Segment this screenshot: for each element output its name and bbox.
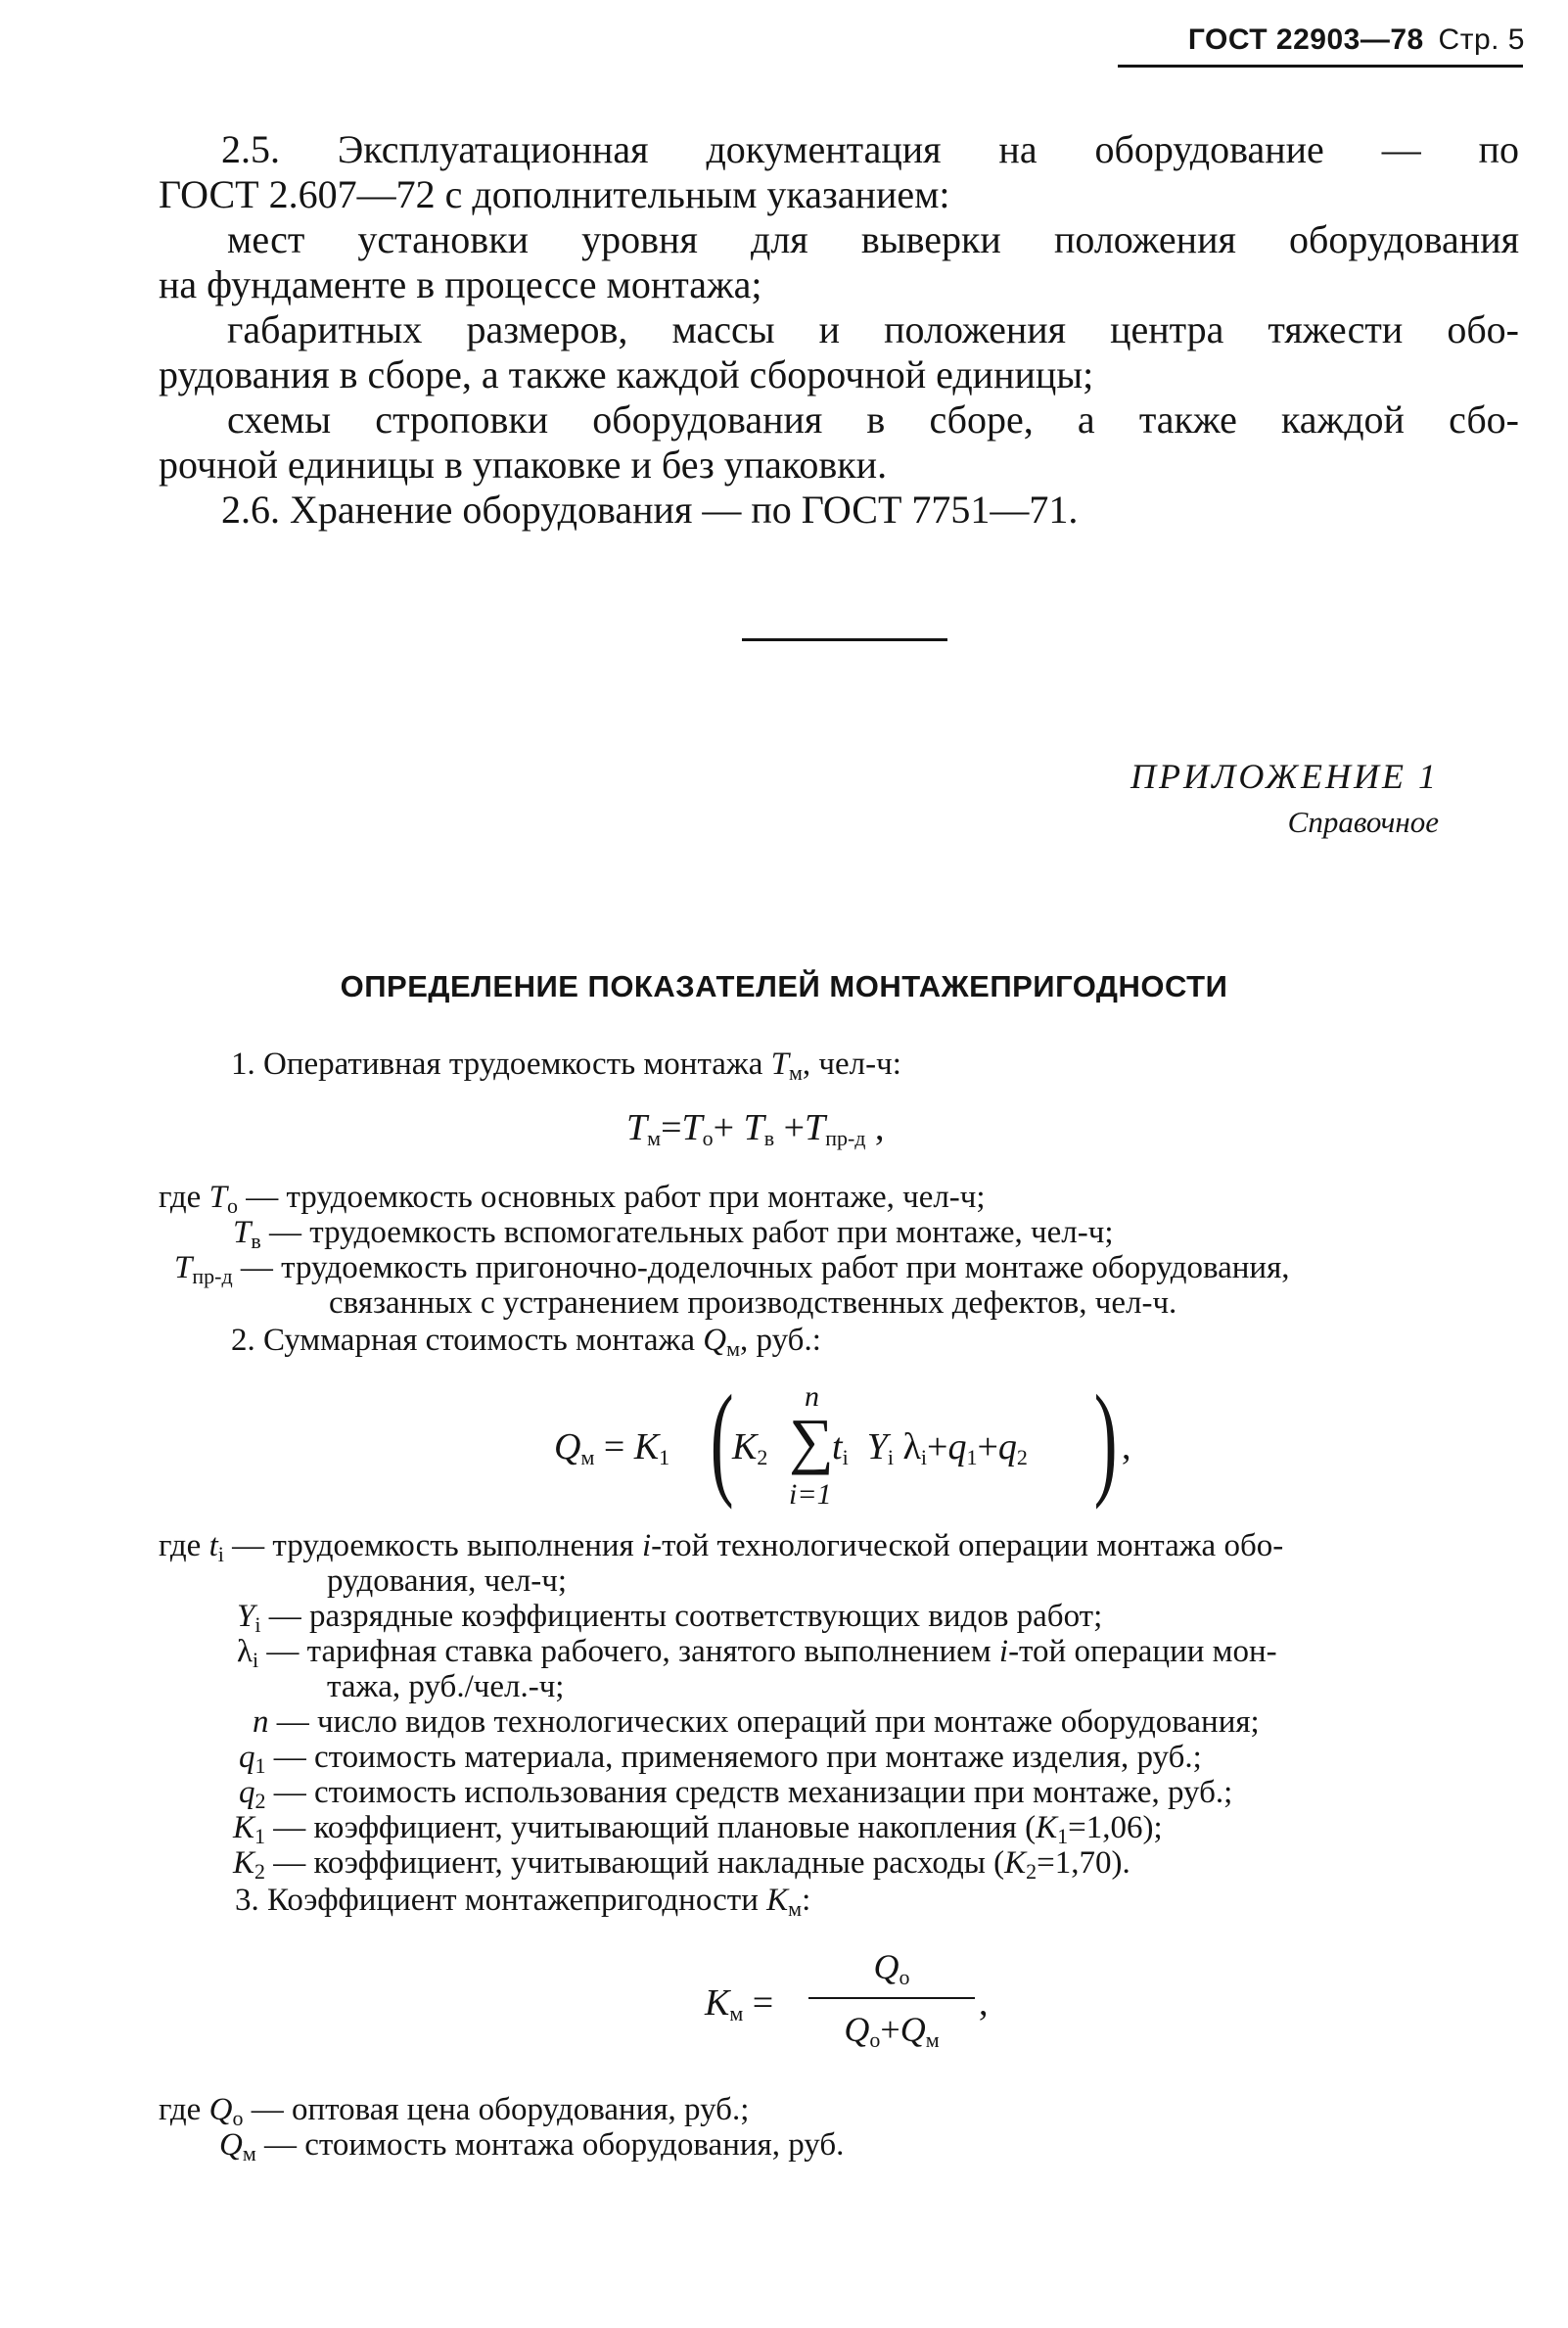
formula-cost-lhs: $Q_м = K_1$ [554, 1426, 670, 1469]
section-line: мест установки уровня для выверки положения оборудования [227, 217, 1519, 261]
section-line: рудования в сборе, а также каждой сборочной единицы; [159, 352, 1094, 396]
section-line: 2.5. Эксплуатационная документация на оборудование — по [221, 127, 1519, 171]
appendix-title: ПРИЛОЖЕНИЕ 1 [1130, 757, 1439, 796]
section-line: на фундаменте в процессе монтажа; [159, 262, 762, 306]
definition-row: где $Q_о$ — оптовая цена оборудования, руб.; [159, 2092, 750, 2130]
formula-cost-end: , [1122, 1426, 1131, 1467]
definition-continuation: тажа, руб./чел.-ч; [327, 1669, 565, 1704]
definition-continuation: связанных с устранением производственных дефектов, чел-ч. [329, 1285, 1177, 1321]
page-number: Стр. 5 [1438, 23, 1525, 56]
page-header [1188, 23, 1525, 57]
fraction-denominator: $Q_о+Q_м$ [844, 2010, 940, 2052]
definition-row: n — число видов технологических операций при монтаже оборудования; [253, 1704, 1260, 1740]
section-line: рочной единицы в упаковке и без упаковки. [159, 442, 888, 487]
definition-row: $T_{пр-д}$ — трудоемкость пригоночно-доделочных работ при монтаже оборудования, [174, 1250, 1290, 1288]
sum-lower-limit: i=1 [789, 1478, 832, 1511]
definition-row: $q_2$ — стоимость использования средств механизации при монтаже, руб.; [239, 1775, 1233, 1813]
section-line: 2.6. Хранение оборудования — по ГОСТ 7751—71. [221, 488, 1079, 532]
formula-coef-end: , [979, 1982, 989, 2024]
section-line: ГОСТ 2.607—72 с дополнительным указанием: [159, 172, 950, 216]
item-2-text: 2. Суммарная стоимость монтажа $Q_м$, руб.: [231, 1323, 821, 1361]
definition-row: $\lambda_i$ — тарифная ставка рабочего, занятого выполнением i-той операции мон- [237, 1634, 1277, 1672]
definition-row: $Y_i$ — разрядные коэффициенты соответствующих видов работ; [237, 1599, 1103, 1637]
formula-cost-k2: $K_2$ [732, 1426, 768, 1469]
definition-row: $K_2$ — коэффициент, учитывающий накладные расходы $(K_2=1,70)$. [233, 1845, 1130, 1884]
standard-number: ГОСТ 22903—78 [1187, 23, 1424, 56]
item-1-text: 1. Оперативная трудоемкость монтажа $T_м$, чел-ч: [231, 1047, 901, 1085]
definition-continuation: рудования, чел-ч; [327, 1563, 568, 1599]
fraction-bar [808, 1997, 975, 1999]
section-line: схемы строповки оборудования в сборе, а также каждой сбо- [227, 397, 1519, 442]
definition-row: где $T_о$ — трудоемкость основных работ при монтаже, чел-ч; [159, 1180, 986, 1218]
definition-row: $K_1$ — коэффициент, учитывающий плановые накопления $(K_1=1,06)$; [233, 1810, 1163, 1848]
formula-coef-lhs: $K_м$ = [705, 1982, 774, 2025]
right-paren: ) [1093, 1370, 1118, 1511]
left-paren: ( [710, 1370, 734, 1511]
formula-labor: $T_м=T_о+ T_в +T_{пр-д}$ , [626, 1107, 885, 1150]
sum-upper-limit: n [805, 1380, 819, 1413]
formula-cost-body: $t_i$ $Y_i$ $\lambda_i+q_1+q_2$ [832, 1426, 1028, 1469]
header-rule [1118, 65, 1523, 68]
definition-row: $Q_м$ — стоимость монтажа оборудования, руб. [219, 2127, 845, 2165]
fraction-numerator: $Q_о$ [873, 1947, 910, 1989]
item-3-text: 3. Коэффициент монтажепригодности $K_м$: [235, 1883, 811, 1921]
definition-row: где $t_i$ — трудоемкость выполнения i-той технологической операции монтажа обо- [159, 1528, 1284, 1566]
definition-row: $T_в$ — трудоемкость вспомогательных работ при монтаже, чел-ч; [233, 1215, 1114, 1253]
section-separator [742, 638, 947, 641]
definition-row: $q_1$ — стоимость материала, применяемого при монтаже изделия, руб.; [239, 1740, 1202, 1778]
section-line: габаритных размеров, массы и положения центра тяжести обо- [227, 307, 1519, 351]
appendix-subtitle: Справочное [1287, 805, 1439, 839]
appendix-heading: ОПРЕДЕЛЕНИЕ ПОКАЗАТЕЛЕЙ МОНТАЖЕПРИГОДНОСТИ [340, 969, 1228, 1003]
sum-sign: ∑ [789, 1406, 834, 1475]
